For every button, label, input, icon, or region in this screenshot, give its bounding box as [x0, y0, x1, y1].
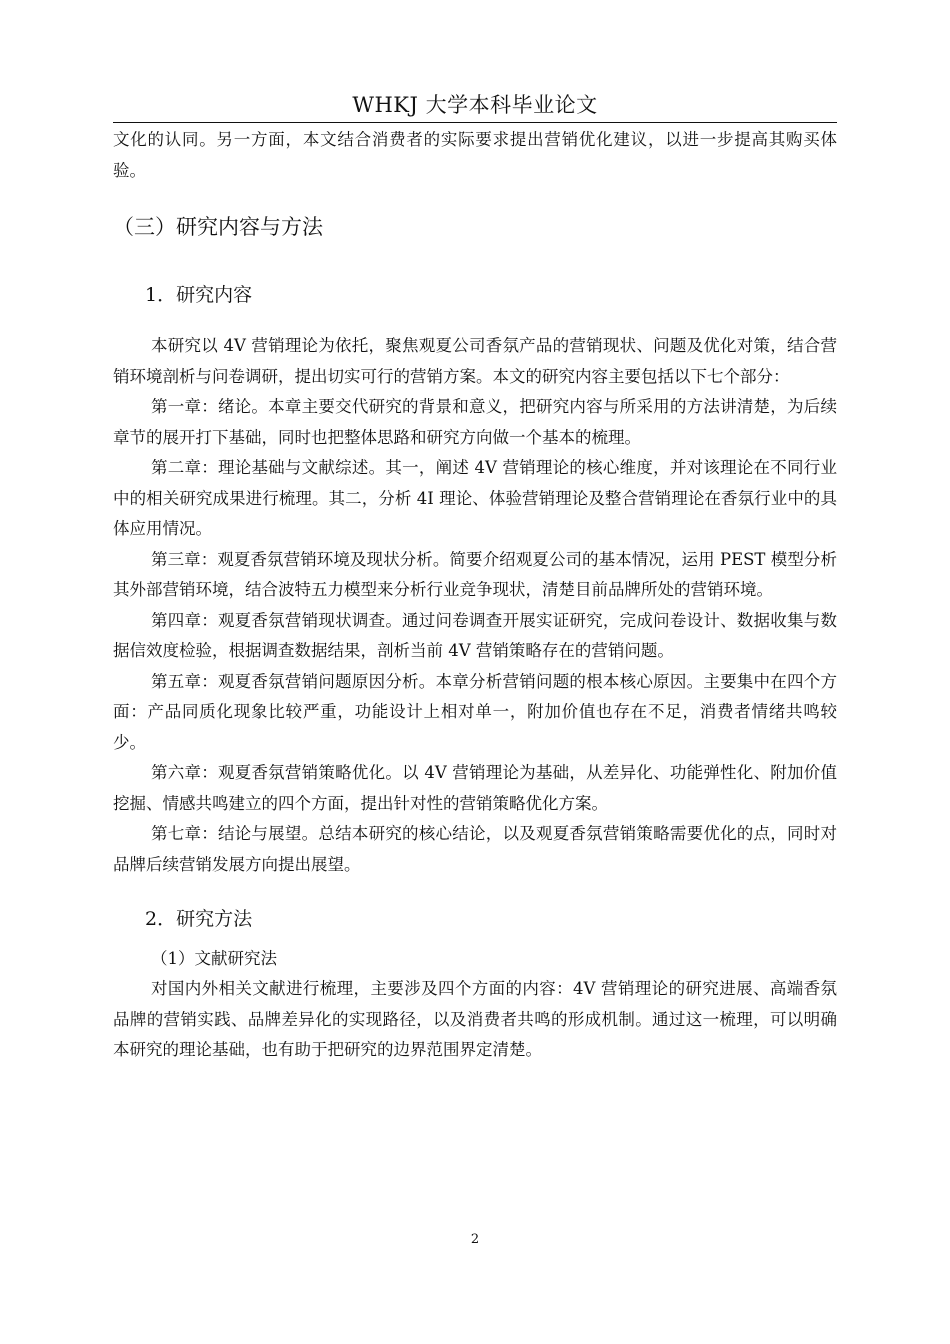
page-body: [113, 125, 837, 1066]
body-paragraph: 文化的认同。另一方面，本文结合消费者的实际要求提出营销优化建议，以进一步提高其购买体验。: [113, 130, 837, 180]
chapter-paragraph: 第三章：观夏香氛营销环境及现状分析。简要介绍观夏公司的基本情况，运用 PEST 模型分析其外部营销环境，结合波特五力模型来分析行业竞争现状，清楚目前品牌所处的营销环境。: [113, 549, 837, 599]
chapter-paragraph: 第七章：结论与展望。总结本研究的核心结论，以及观夏香氛营销策略需要优化的点，同时对品牌后续营销发展方向提出展望。: [113, 824, 837, 874]
chapter-paragraph: 第五章：观夏香氛营销问题原因分析。本章分析营销问题的根本核心原因。主要集中在四个方面：产品同质化现象比较严重，功能设计上相对单一，附加价值也存在不足，消费者情绪共鸣较少。: [113, 671, 837, 752]
body-paragraph: 对国内外相关文献进行梳理，主要涉及四个方面的内容：4V 营销理论的研究进展、高端香氛品牌的营销实践、品牌差异化的实现路径，以及消费者共鸣的形成机制。通过这一梳理，可以明确本研究的理论基础，也有助于把研究的边界范围界定清楚。: [113, 979, 837, 1059]
page-number: 2: [470, 1232, 480, 1247]
subsection-heading-research-methods: 2．研究方法: [145, 908, 253, 930]
section-heading: （三）研究内容与方法: [113, 215, 323, 239]
running-header: WHKJ 大学本科毕业论文: [352, 93, 598, 117]
subsection-heading-research-content: 1．研究内容: [145, 284, 253, 306]
header-rule: [113, 122, 837, 123]
body-paragraph: 本研究以 4V 营销理论为依托，聚焦观夏公司香氛产品的营销现状、问题及优化对策，结合营销环境剖析与问卷调研，提出切实可行的营销方案。本文的研究内容主要包括以下七个部分：: [113, 336, 837, 386]
research-content-paragraphs: [113, 331, 837, 880]
chapter-paragraph: 第一章：绪论。本章主要交代研究的背景和意义，把研究内容与所采用的方法讲清楚，为后续章节的展开打下基础，同时也把整体思路和研究方向做一个基本的梳理。: [113, 397, 837, 447]
method-heading-literature-review: （1）文献研究法: [151, 949, 277, 968]
chapter-paragraph: 第四章：观夏香氛营销现状调查。通过问卷调查开展实证研究，完成问卷设计、数据收集与数据信效度检验，根据调查数据结果，剖析当前 4V 营销策略存在的营销问题。: [113, 610, 837, 660]
chapter-paragraph: 第二章：理论基础与文献综述。其一，阐述 4V 营销理论的核心维度，并对该理论在不同行业中的相关研究成果进行梳理。其二，分析 4I 理论、体验营销理论及整合营销理论在香氛行业中的具体应用情况。: [113, 458, 837, 538]
chapter-paragraph: 第六章：观夏香氛营销策略优化。以 4V 营销理论为基础，从差异化、功能弹性化、附加价值挖掘、情感共鸣建立的四个方面，提出针对性的营销策略优化方案。: [113, 763, 837, 813]
